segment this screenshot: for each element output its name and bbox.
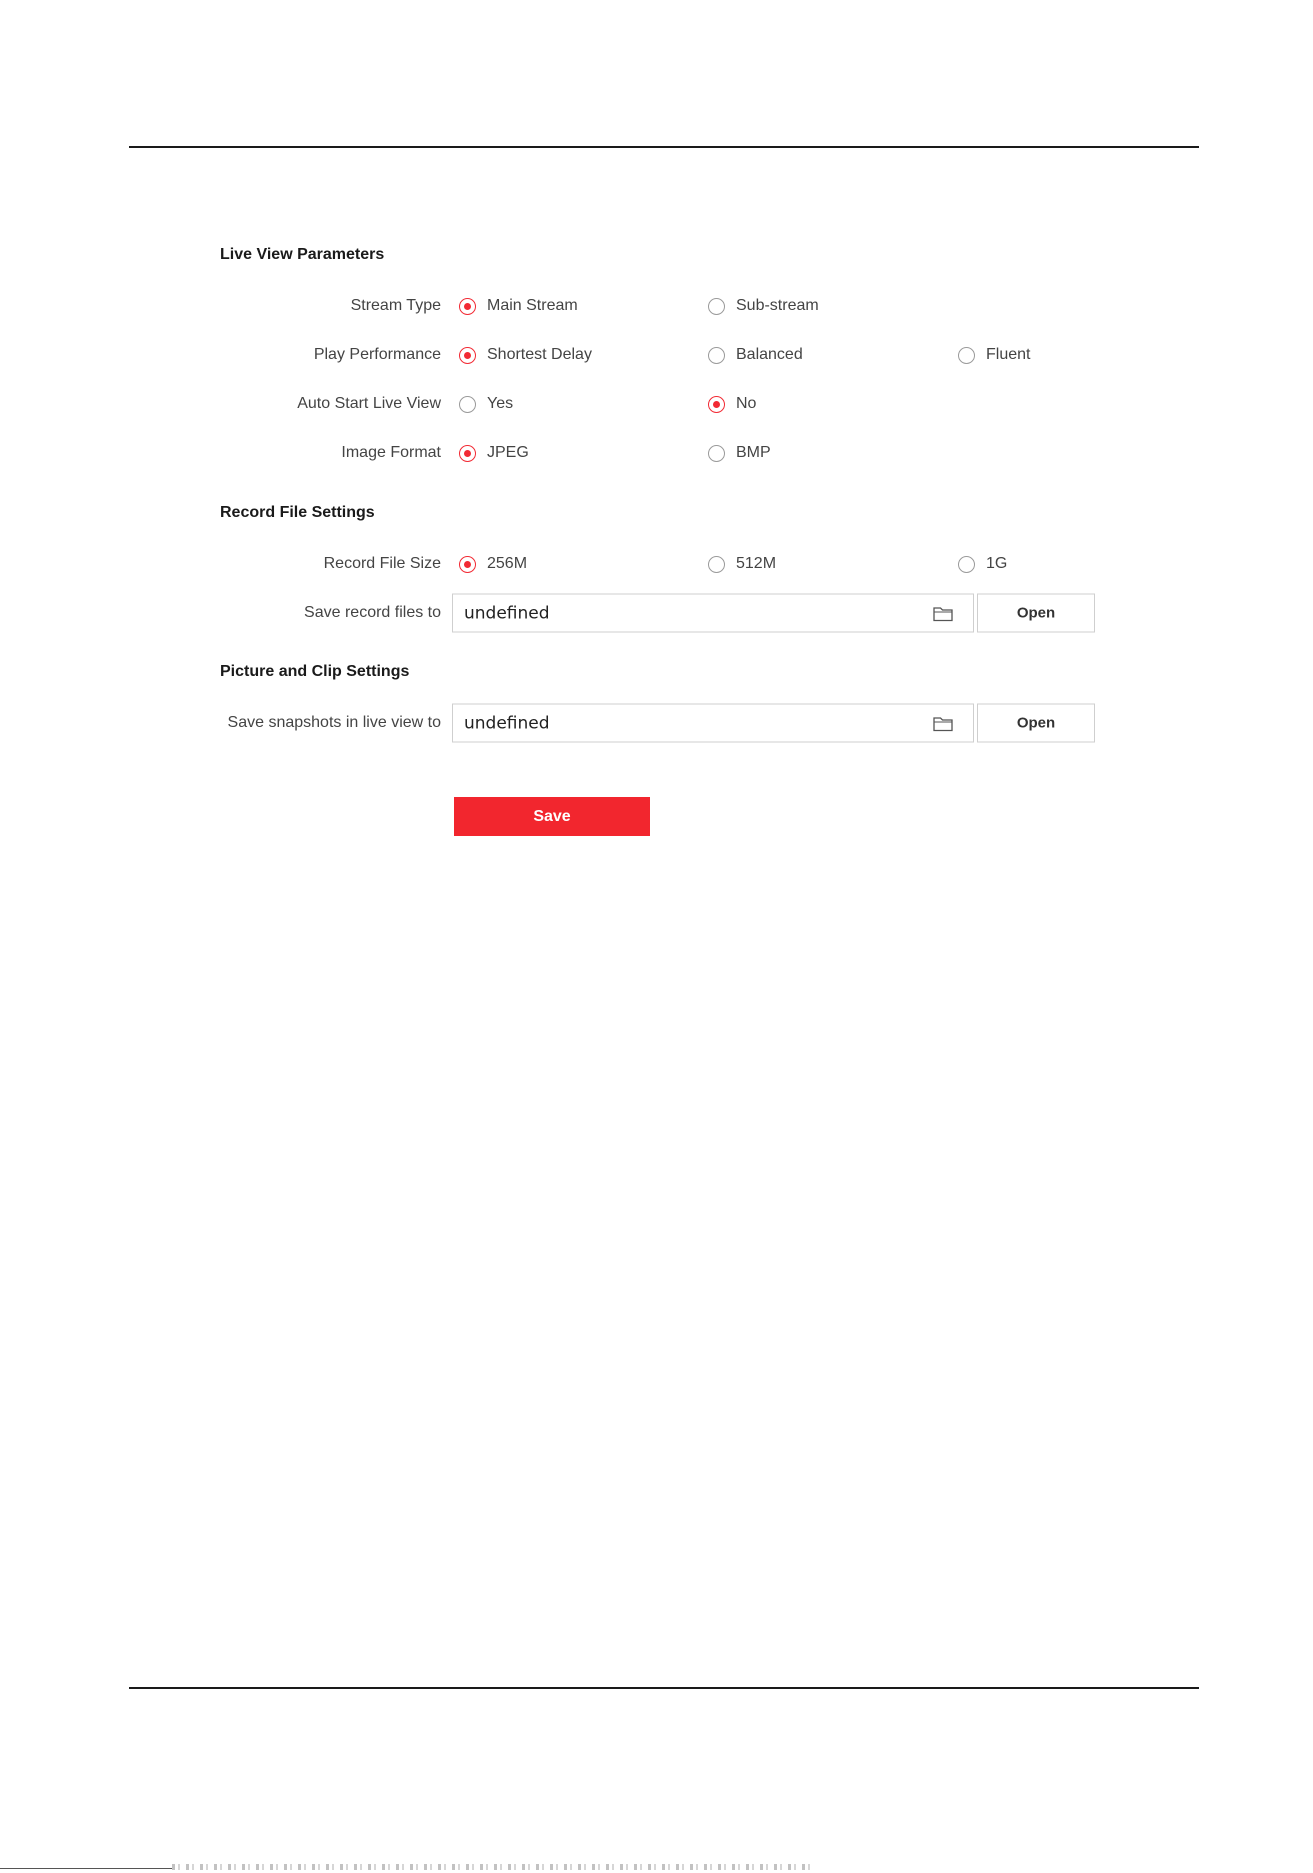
save-record-label: Save record files to [304, 604, 441, 621]
radio-label: Yes [487, 395, 514, 412]
save-snapshots-label: Save snapshots in live view to [227, 714, 441, 731]
record-path-value: undefined [464, 603, 550, 623]
section-title-live-view: Live View Parameters [220, 246, 385, 263]
section-title-record-file: Record File Settings [220, 504, 375, 521]
radio-checked-icon [459, 298, 476, 315]
section-title-picture-clip: Picture and Clip Settings [220, 663, 410, 680]
play-performance-label: Play Performance [313, 346, 441, 363]
row-save-snapshots [0, 708, 1313, 738]
radio-unchecked-icon [708, 298, 725, 315]
radio-label: Balanced [736, 346, 803, 363]
radio-1g[interactable] [958, 555, 1007, 573]
record-path-input[interactable] [452, 594, 974, 633]
save-button[interactable]: Save [454, 797, 650, 836]
row-play-performance [0, 340, 1313, 370]
radio-checked-icon [459, 347, 476, 364]
radio-label: Shortest Delay [487, 346, 592, 363]
radio-label: JPEG [487, 444, 529, 461]
radio-label: Sub-stream [736, 297, 819, 314]
radio-sub-stream[interactable] [708, 297, 819, 315]
radio-label: Main Stream [487, 297, 578, 314]
radio-shortest-delay[interactable] [459, 346, 592, 364]
auto-start-label: Auto Start Live View [297, 395, 441, 412]
radio-main-stream[interactable] [459, 297, 578, 315]
radio-checked-icon [459, 556, 476, 573]
radio-jpeg[interactable] [459, 444, 529, 462]
row-record-file-size [0, 549, 1313, 579]
radio-label: No [736, 395, 757, 412]
radio-unchecked-icon [958, 347, 975, 364]
footer-smudge [172, 1864, 812, 1870]
snapshot-path-input[interactable] [452, 704, 974, 743]
radio-checked-icon [708, 396, 725, 413]
row-save-record-files [0, 598, 1313, 628]
footer-rule [129, 1687, 1199, 1689]
snapshot-path-value: undefined [464, 713, 550, 733]
radio-512m[interactable] [708, 555, 776, 573]
radio-unchecked-icon [459, 396, 476, 413]
radio-unchecked-icon [958, 556, 975, 573]
radio-yes[interactable] [459, 395, 513, 413]
image-format-label: Image Format [341, 444, 441, 461]
stream-type-label: Stream Type [350, 297, 441, 314]
header-rule [129, 146, 1199, 148]
radio-label: Fluent [986, 346, 1031, 363]
row-stream-type [0, 291, 1313, 321]
radio-unchecked-icon [708, 556, 725, 573]
open-snapshot-folder-button[interactable]: Open [977, 704, 1095, 743]
record-file-size-label: Record File Size [323, 555, 441, 572]
footer-underline [0, 1868, 172, 1869]
radio-fluent[interactable] [958, 346, 1030, 364]
radio-no[interactable] [708, 395, 756, 413]
radio-checked-icon [459, 445, 476, 462]
radio-unchecked-icon [708, 445, 725, 462]
folder-icon[interactable] [933, 606, 953, 622]
radio-label: BMP [736, 444, 771, 461]
radio-label: 1G [986, 555, 1008, 572]
row-image-format [0, 438, 1313, 468]
radio-bmp[interactable] [708, 444, 771, 462]
radio-balanced[interactable] [708, 346, 803, 364]
radio-256m[interactable] [459, 555, 527, 573]
radio-label: 512M [736, 555, 777, 572]
row-auto-start-live-view [0, 389, 1313, 419]
open-record-folder-button[interactable]: Open [977, 594, 1095, 633]
radio-label: 256M [487, 555, 528, 572]
radio-unchecked-icon [708, 347, 725, 364]
folder-icon[interactable] [933, 716, 953, 732]
